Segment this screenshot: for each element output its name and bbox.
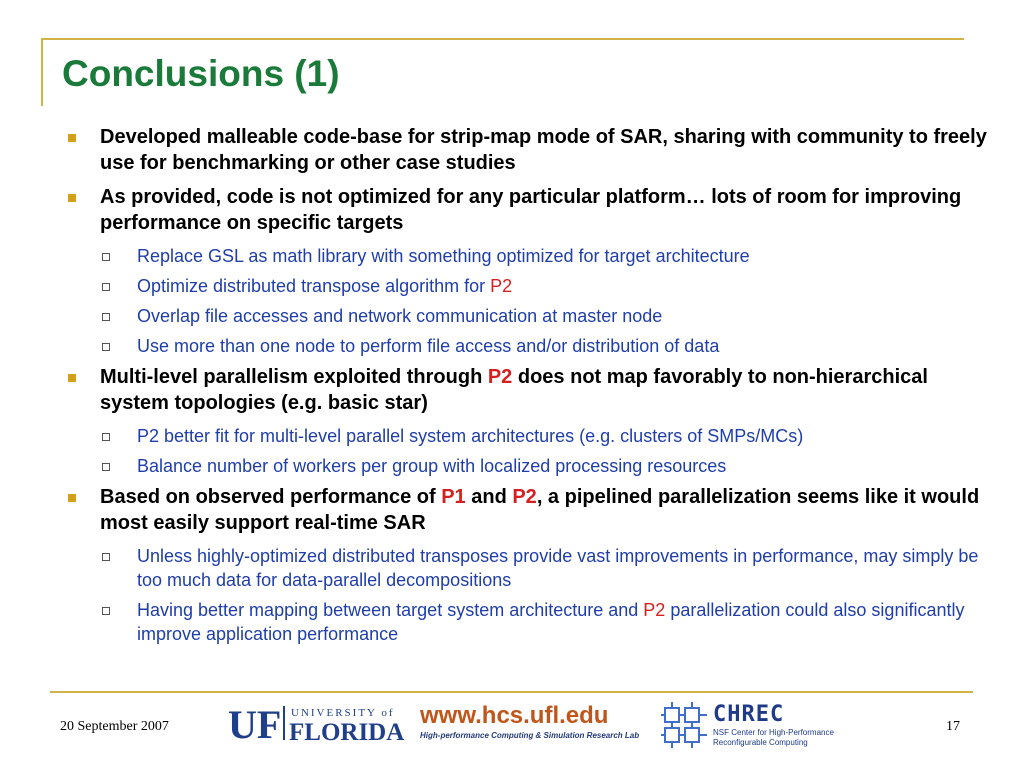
sub-bullet-text-cont: parallelization could also significantly improve application performance — [137, 600, 965, 644]
uf-university-text: UNIVERSITY of — [291, 707, 395, 719]
bullet-list — [60, 124, 995, 652]
hollow-square-bullet-icon — [102, 607, 110, 615]
sub-bullet-text: Overlap file accesses and network communication at master node — [137, 306, 663, 326]
footer-date: 20 September 2007 — [60, 719, 169, 734]
uf-mark-text: UF — [228, 702, 282, 744]
sub-bullet-text: Optimize distributed transpose algorithm for — [137, 276, 491, 296]
square-bullet-icon — [68, 494, 76, 502]
top-rule — [41, 38, 964, 40]
hollow-square-bullet-icon — [102, 343, 110, 351]
bullet-2-text: As provided, code is not optimized for any particular platform… lots of room for improving performance on specific targets — [100, 186, 962, 234]
chrec-subtitle-1: NSF Center for High-Performance — [713, 728, 834, 737]
bullet-2-sublist — [60, 244, 995, 358]
uf-logo — [228, 702, 413, 749]
sub-bullet — [60, 244, 995, 268]
highlight-text: P1 — [441, 486, 466, 508]
hollow-square-bullet-icon — [102, 253, 110, 261]
bullet-3-sublist — [60, 424, 995, 478]
sub-bullet-text: Replace GSL as math library with something optimized for target architecture — [137, 246, 750, 266]
bullet-4-text-cont: , a pipelined parallelization seems like it would most easily support real-time SAR — [100, 486, 980, 534]
hollow-square-bullet-icon — [102, 463, 110, 471]
sub-bullet — [60, 544, 995, 592]
page-number: 17 — [946, 719, 960, 734]
sub-bullet-text: Having better mapping between target system architecture and — [137, 600, 644, 620]
chrec-logo — [661, 702, 851, 750]
sub-bullet-text: Balance number of workers per group with localized processing resources — [137, 456, 727, 476]
sub-bullet — [60, 424, 995, 448]
chrec-subtitle-2: Reconfigurable Computing — [713, 738, 808, 747]
bullet-2 — [60, 184, 995, 236]
square-bullet-icon — [68, 194, 76, 202]
bullet-4-text-mid: and — [465, 486, 513, 508]
sub-bullet — [60, 598, 995, 646]
square-bullet-icon — [68, 134, 76, 142]
highlight-text: P2 — [643, 600, 666, 620]
bullet-1 — [60, 124, 995, 176]
hcs-logo — [420, 702, 652, 740]
left-rule — [41, 38, 43, 106]
bullet-1-text: Developed malleable code-base for strip-map mode of SAR, sharing with community to freely use for benchmarking or other case studies — [100, 126, 987, 174]
square-bullet-icon — [68, 374, 76, 382]
highlight-text: P2 — [487, 366, 513, 388]
bullet-3-text: Multi-level parallelism exploited through — [100, 366, 488, 388]
sub-bullet-text: Use more than one node to perform file access and/or distribution of data — [137, 336, 720, 356]
sub-bullet — [60, 334, 995, 358]
chrec-name: CHREC — [713, 702, 785, 727]
highlight-text: P2 — [490, 276, 513, 296]
hollow-square-bullet-icon — [102, 553, 110, 561]
hcs-url-text: www.hcs.ufl.edu — [420, 702, 609, 729]
sub-bullet-text: P2 better fit for multi-level parallel system architectures (e.g. clusters of SMPs/MCs) — [137, 426, 804, 446]
bullet-3 — [60, 364, 995, 416]
sub-bullet — [60, 304, 995, 328]
hcs-subtitle: High-performance Computing & Simulation Research Lab — [420, 731, 640, 740]
circuit-icon — [661, 702, 711, 748]
uf-florida-text: FLORIDA — [289, 719, 405, 744]
highlight-text: P2 — [512, 486, 537, 508]
hollow-square-bullet-icon — [102, 283, 110, 291]
bullet-4-sublist — [60, 544, 995, 646]
bullet-4 — [60, 484, 995, 536]
sub-bullet — [60, 274, 995, 298]
slide-title: Conclusions (1) — [62, 53, 340, 94]
hollow-square-bullet-icon — [102, 313, 110, 321]
bottom-rule — [50, 691, 973, 693]
bullet-3-text-cont: does not map favorably to non-hierarchical system topologies (e.g. basic star) — [100, 366, 928, 414]
sub-bullet-text: Unless highly-optimized distributed transposes provide vast improvements in performance, may simply be too much data for data-parallel decompositions — [137, 546, 979, 590]
hollow-square-bullet-icon — [102, 433, 110, 441]
bullet-4-text: Based on observed performance of — [100, 486, 442, 508]
sub-bullet — [60, 454, 995, 478]
